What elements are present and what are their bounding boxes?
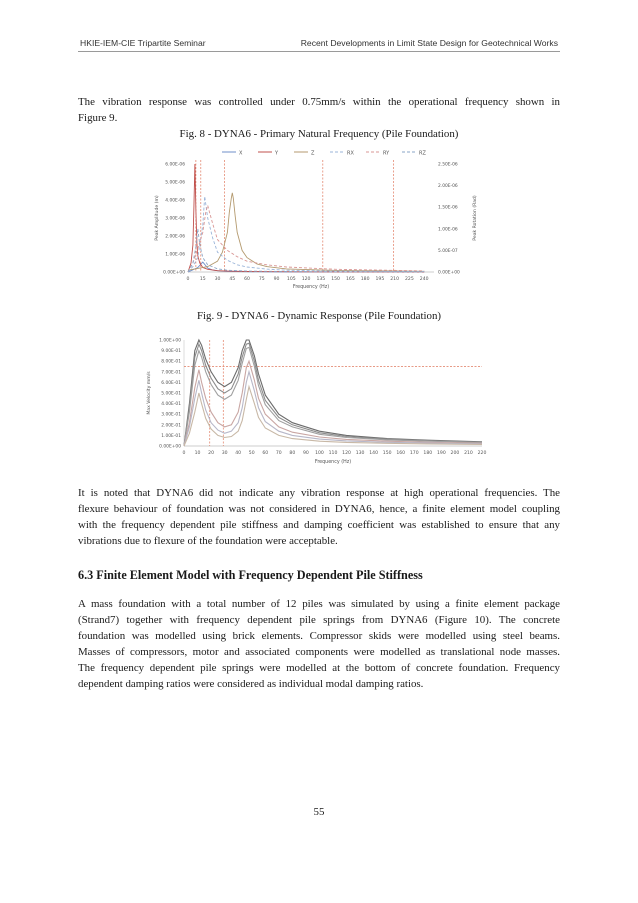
x-tick-label: 150 — [331, 277, 340, 282]
header-title: Recent Developments in Limit State Design for Geotechnical Works — [300, 38, 558, 48]
x-tick-label: 60 — [244, 277, 250, 282]
x-tick-label: 0 — [182, 451, 186, 456]
y-tick-label: 1.00E-06 — [165, 252, 185, 258]
page-number: 55 — [313, 806, 325, 818]
y-tick-label: 9.00E-01 — [161, 349, 181, 355]
x-tick-label: 120 — [301, 277, 311, 282]
x-tick-label: 105 — [286, 277, 296, 282]
legend-label: RZ — [419, 150, 426, 157]
y-tick-label: 5.00E-01 — [161, 391, 181, 397]
x-tick-label: 225 — [405, 277, 414, 282]
x-tick-label: 0 — [186, 277, 190, 282]
legend-label: X — [239, 150, 243, 157]
x-tick-label: 90 — [302, 451, 309, 456]
para3-line: foundation was modelled using brick elements. Compressor skids were modelled using steel beams. — [78, 630, 560, 642]
fig8-caption: Fig. 8 - DYNA6 - Primary Natural Frequency (Pile Foundation) — [179, 128, 459, 140]
series-line — [184, 340, 482, 446]
para2-line: It is noted that DYNA6 did not indicate any vibration response at high operational frequencies. The — [78, 487, 560, 499]
x-tick-label: 110 — [328, 451, 338, 456]
fig9-caption: Fig. 9 - DYNA6 - Dynamic Response (Pile Foundation) — [196, 310, 442, 322]
x-tick-label: 90 — [273, 277, 280, 282]
x-tick-label: 45 — [229, 277, 236, 282]
para3-line: The frequency dependent pile springs were modelled at the bottom of concrete foundation. Frequency — [78, 662, 560, 674]
fem-paragraph — [78, 596, 560, 692]
y-tick-label: 0.00E+00 — [163, 270, 185, 276]
x-tick-label: 10 — [194, 451, 201, 456]
intro-line-2: Figure 9. — [78, 112, 118, 124]
y2-axis-label: Peak Rotation (Rad) — [473, 195, 478, 241]
para3-line: A mass foundation with a total number of 12 piles was simulated by using a finite element package — [78, 598, 560, 610]
y2-tick-label: 1.00E-06 — [438, 227, 458, 233]
x-tick-label: 30 — [214, 277, 221, 282]
running-header — [78, 38, 560, 52]
y2-tick-label: 2.00E-06 — [438, 184, 458, 190]
y-tick-label: 2.00E-06 — [165, 234, 185, 240]
x-tick-label: 60 — [262, 451, 269, 456]
x-tick-label: 160 — [396, 451, 406, 456]
series-line — [184, 347, 482, 446]
x-tick-label: 190 — [436, 451, 446, 456]
x-tick-label: 20 — [208, 451, 215, 456]
legend-label: Z — [311, 150, 315, 157]
x-tick-label: 100 — [315, 451, 324, 456]
x-tick-label: 180 — [423, 451, 433, 456]
x-tick-label: 180 — [360, 277, 370, 282]
x-tick-label: 30 — [221, 451, 228, 456]
y2-tick-label: 5.00E-07 — [438, 248, 458, 254]
y-tick-label: 1.00E+00 — [159, 338, 181, 344]
series-line — [188, 196, 424, 272]
x-tick-label: 15 — [199, 277, 206, 282]
legend-label: RX — [347, 150, 354, 157]
x-tick-label: 140 — [369, 451, 379, 456]
y-tick-label: 3.00E-01 — [161, 412, 181, 418]
x-tick-label: 220 — [477, 451, 487, 456]
y-tick-label: 7.00E-01 — [161, 370, 181, 376]
series-line — [188, 205, 424, 272]
y-tick-label: 6.00E-06 — [165, 162, 185, 168]
para3-line: dependent damping ratios were considered as individual modal damping ratios. — [78, 678, 424, 690]
y-tick-label: 4.00E-06 — [165, 198, 185, 204]
series-line — [188, 229, 424, 272]
series-line — [184, 343, 482, 446]
x-tick-label: 240 — [419, 277, 429, 282]
x-axis-label: Frequency (Hz) — [314, 460, 352, 465]
y-axis-label: Peak Amplitude (m) — [155, 195, 160, 241]
x-tick-label: 210 — [390, 277, 400, 282]
para3-line: Masses of compressors, motor and associated components were modelled as translational node masses. — [78, 646, 560, 658]
x-tick-label: 80 — [289, 451, 296, 456]
fig8-chart — [144, 146, 480, 298]
para2-line: flexure behaviour of foundation was not considered in DYNA6, hence, a finite element model coupling — [78, 503, 560, 515]
series-line — [184, 387, 482, 446]
y2-tick-label: 1.50E-06 — [438, 205, 458, 211]
x-tick-label: 130 — [355, 451, 365, 456]
legend-label: Y — [275, 150, 279, 157]
x-tick-label: 200 — [450, 451, 460, 456]
para2-line: with the frequency dependent pile stiffness and damping coefficient was established to ensure that any — [78, 519, 560, 531]
series-line — [188, 193, 424, 271]
x-tick-label: 195 — [375, 277, 385, 282]
section-heading: 6.3 Finite Element Model with Frequency Dependent Pile Stiffness — [78, 568, 423, 582]
x-tick-label: 210 — [464, 451, 473, 456]
x-tick-label: 40 — [235, 451, 242, 456]
y-axis-label: Max Velocity mm/s — [147, 371, 152, 415]
y-tick-label: 0.00E+00 — [159, 444, 181, 450]
x-tick-label: 50 — [248, 451, 255, 456]
para3-line: (Strand7) together with frequency dependent pile springs from DYNA6 (Figure 10). The concrete — [78, 614, 560, 626]
x-tick-label: 75 — [258, 277, 265, 282]
x-axis-label: Frequency (Hz) — [292, 285, 330, 290]
y-tick-label: 1.00E-01 — [161, 433, 181, 439]
y2-tick-label: 0.00E+00 — [438, 270, 460, 276]
header-rule — [78, 51, 560, 52]
series-line — [188, 164, 424, 272]
x-tick-label: 135 — [316, 277, 326, 282]
x-tick-label: 165 — [345, 277, 355, 282]
x-tick-label: 120 — [342, 451, 351, 456]
intro-paragraph — [78, 94, 560, 126]
y-tick-label: 6.00E-01 — [161, 380, 181, 386]
flexure-paragraph — [78, 485, 560, 549]
y-tick-label: 8.00E-01 — [161, 359, 181, 365]
y2-tick-label: 2.50E-06 — [438, 162, 458, 168]
x-tick-label: 170 — [409, 451, 419, 456]
y-tick-label: 2.00E-01 — [161, 423, 181, 429]
fig9-chart — [140, 334, 490, 468]
y-tick-label: 4.00E-01 — [161, 402, 181, 408]
y-tick-label: 5.00E-06 — [165, 180, 185, 186]
para2-line: vibrations due to flexure of the foundation were acceptable. — [78, 535, 338, 547]
x-tick-label: 150 — [382, 451, 392, 456]
legend-label: RY — [383, 150, 390, 157]
x-tick-label: 70 — [275, 451, 282, 456]
y-tick-label: 3.00E-06 — [165, 216, 185, 222]
header-seminar: HKIE-IEM-CIE Tripartite Seminar — [80, 38, 206, 48]
intro-line-1: The vibration response was controlled under 0.75mm/s within the operational frequency shown in — [78, 96, 560, 108]
